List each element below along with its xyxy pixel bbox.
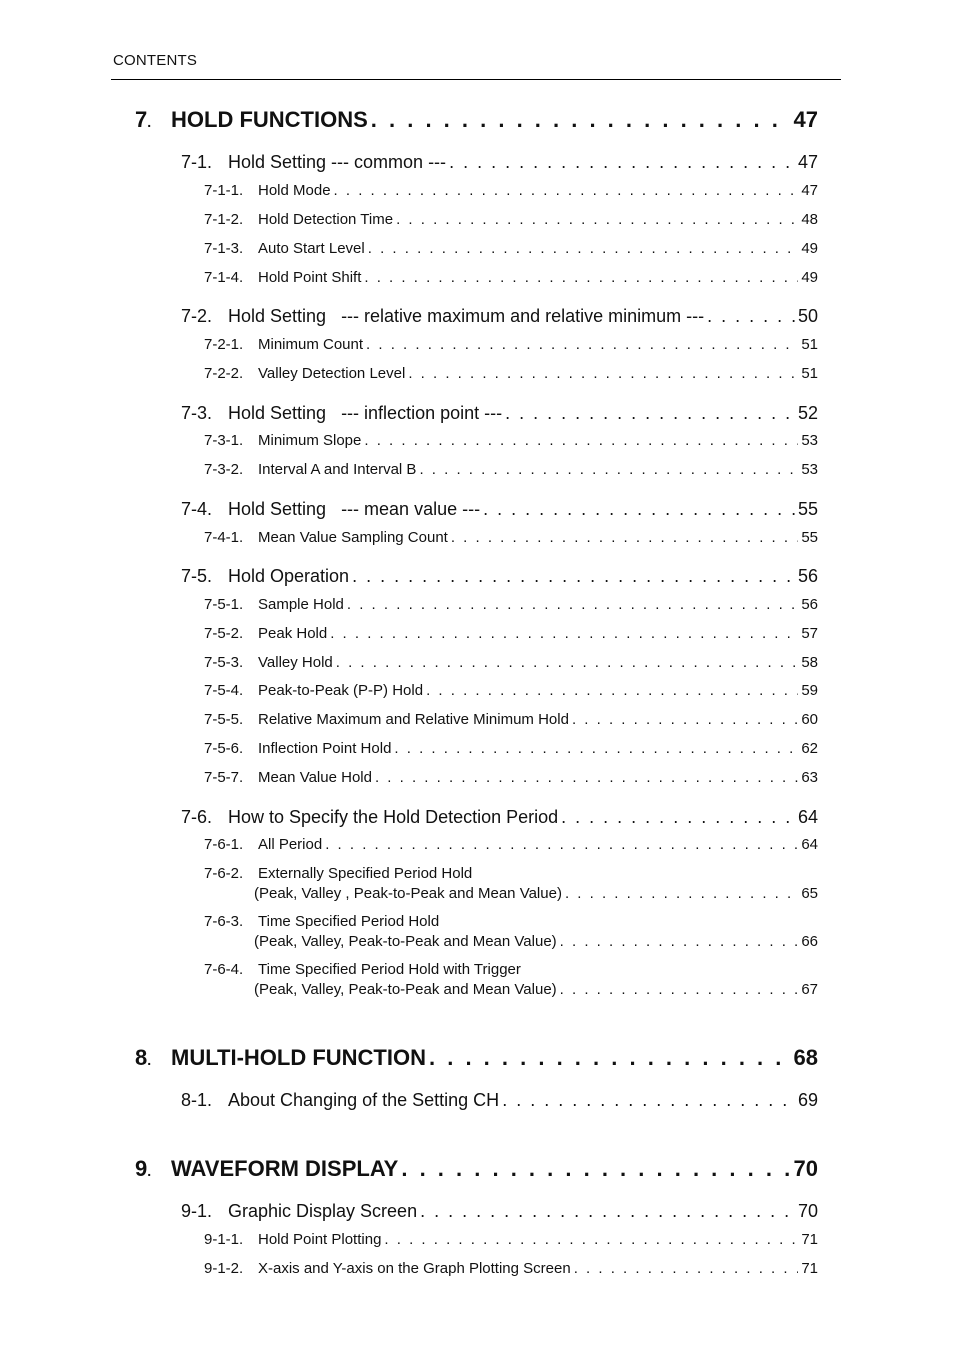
toc-subsection-title: Hold Detection Time bbox=[258, 211, 394, 228]
toc-subsection-7-1-1[interactable] bbox=[204, 182, 818, 199]
toc-section-number: 7-1. bbox=[181, 152, 213, 172]
toc-subsection-number: 7-6-1. bbox=[204, 836, 244, 853]
running-header: CONTENTS bbox=[113, 52, 198, 69]
toc-subsection-number: 7-5-3. bbox=[204, 654, 244, 671]
toc-subsection-9-1-2[interactable] bbox=[204, 1260, 818, 1277]
toc-page-number: 71 bbox=[801, 1231, 818, 1248]
toc-section-number: 7-3. bbox=[181, 403, 213, 423]
toc-page-number: 62 bbox=[801, 740, 818, 757]
toc-subsection-number: 7-4-1. bbox=[204, 529, 244, 546]
dot-leader bbox=[368, 240, 799, 257]
dot-leader bbox=[505, 403, 795, 424]
dot-leader bbox=[426, 682, 798, 699]
toc-subsection-title: X-axis and Y-axis on the Graph Plotting Screen bbox=[258, 1260, 571, 1277]
toc-section-7-3[interactable] bbox=[181, 403, 818, 424]
dot-leader bbox=[371, 107, 791, 133]
toc-page-number: 59 bbox=[801, 682, 818, 699]
toc-subsection-number: 7-6-3. bbox=[204, 913, 244, 930]
toc-subsection-7-5-6[interactable] bbox=[204, 740, 818, 757]
toc-page-number: 49 bbox=[801, 269, 818, 286]
toc-page-number: 56 bbox=[797, 566, 818, 586]
toc-subsection-title: Hold Point Plotting bbox=[258, 1231, 382, 1248]
toc-subsection-9-1-1[interactable] bbox=[204, 1231, 818, 1248]
dot-leader bbox=[352, 566, 795, 587]
toc-subsection-7-2-1[interactable] bbox=[204, 336, 818, 353]
dot-leader bbox=[364, 432, 798, 449]
dot-leader bbox=[560, 981, 799, 998]
toc-subsection-7-5-4[interactable] bbox=[204, 682, 818, 699]
toc-section-title: Graphic Display Screen bbox=[228, 1201, 418, 1221]
toc-page-number: 49 bbox=[801, 240, 818, 257]
toc-page-number: 66 bbox=[801, 933, 818, 950]
toc-section-title: Hold Setting --- common --- bbox=[228, 152, 447, 172]
toc-chapter-number: 9. bbox=[135, 1156, 152, 1181]
toc-chapter-8[interactable] bbox=[135, 1045, 818, 1071]
dot-leader bbox=[429, 1045, 791, 1071]
toc-section-7-2[interactable] bbox=[181, 306, 818, 327]
toc-subsection-title-continued: (Peak, Valley, Peak-to-Peak and Mean Value) bbox=[254, 933, 557, 950]
toc-subsection-7-4-1[interactable] bbox=[204, 529, 818, 546]
toc-subsection-title: Peak Hold bbox=[258, 625, 328, 642]
dot-leader bbox=[574, 1260, 799, 1277]
toc-chapter-title: WAVEFORM DISPLAY bbox=[171, 1156, 399, 1181]
dot-leader bbox=[394, 740, 798, 757]
dot-leader bbox=[325, 836, 798, 853]
toc-section-9-1[interactable] bbox=[181, 1201, 818, 1222]
toc-page-number: 47 bbox=[797, 152, 818, 172]
toc-section-number: 8-1. bbox=[181, 1090, 213, 1110]
toc-section-number: 9-1. bbox=[181, 1201, 213, 1221]
toc-subsection-title: Minimum Count bbox=[258, 336, 364, 353]
toc-section-number: 7-4. bbox=[181, 499, 213, 519]
toc-subsection-number: 7-1-1. bbox=[204, 182, 244, 199]
toc-subsection-title: Minimum Slope bbox=[258, 432, 362, 449]
toc-section-title: How to Specify the Hold Detection Period bbox=[228, 807, 559, 827]
toc-subsection-number: 7-5-6. bbox=[204, 740, 244, 757]
toc-subsection-7-6-1[interactable] bbox=[204, 836, 818, 853]
toc-section-number: 7-2. bbox=[181, 306, 213, 326]
toc-subsection-title: Sample Hold bbox=[258, 596, 344, 613]
toc-subsection-title: Externally Specified Period Hold bbox=[258, 865, 473, 882]
header-rule bbox=[111, 79, 841, 80]
toc-subsection-7-1-4[interactable] bbox=[204, 269, 818, 286]
toc-subsection-title: Time Specified Period Hold with Trigger bbox=[258, 961, 521, 978]
dot-leader bbox=[396, 211, 798, 228]
toc-subsection-7-2-2[interactable] bbox=[204, 365, 818, 382]
dot-leader bbox=[375, 769, 798, 786]
toc-subsection-number: 7-3-1. bbox=[204, 432, 244, 449]
toc-page-number: 51 bbox=[801, 365, 818, 382]
toc-subsection-7-1-3[interactable] bbox=[204, 240, 818, 257]
toc-subsection-number: 7-1-3. bbox=[204, 240, 244, 257]
toc-page-number: 53 bbox=[801, 461, 818, 478]
toc-subsection-7-5-7[interactable] bbox=[204, 769, 818, 786]
toc-subsection-title-continued: (Peak, Valley, Peak-to-Peak and Mean Value) bbox=[254, 981, 557, 998]
toc-subsection-number: 9-1-1. bbox=[204, 1231, 244, 1248]
toc-page-number: 63 bbox=[801, 769, 818, 786]
toc-section-7-5[interactable] bbox=[181, 566, 818, 587]
dot-leader bbox=[449, 152, 795, 173]
toc-section-7-6[interactable] bbox=[181, 807, 818, 828]
toc-subsection-7-5-5[interactable] bbox=[204, 711, 818, 728]
toc-section-8-1[interactable] bbox=[181, 1090, 818, 1111]
toc-page-number: 70 bbox=[793, 1156, 818, 1181]
toc-subsection-title: Auto Start Level bbox=[258, 240, 365, 257]
toc-subsection-7-6-3[interactable] bbox=[204, 913, 818, 950]
toc-section-title: Hold Operation bbox=[228, 566, 350, 586]
toc-subsection-number: 9-1-2. bbox=[204, 1260, 244, 1277]
toc-subsection-number: 7-5-1. bbox=[204, 596, 244, 613]
dot-leader bbox=[561, 807, 795, 828]
toc-subsection-title: All Period bbox=[258, 836, 323, 853]
dot-leader bbox=[366, 336, 798, 353]
toc-page-number: 50 bbox=[797, 306, 818, 326]
toc-subsection-title: Hold Mode bbox=[258, 182, 331, 199]
toc-page-number: 71 bbox=[801, 1260, 818, 1277]
toc-subsection-number: 7-5-5. bbox=[204, 711, 244, 728]
toc-page-number: 67 bbox=[801, 981, 818, 998]
toc-subsection-7-6-4[interactable] bbox=[204, 961, 818, 998]
toc-page-number: 57 bbox=[801, 625, 818, 642]
dot-leader bbox=[420, 1201, 795, 1222]
toc-page-number: 51 bbox=[801, 336, 818, 353]
toc-subsection-title: Valley Detection Level bbox=[258, 365, 406, 382]
toc-page-number: 47 bbox=[793, 107, 818, 132]
toc-page-number: 64 bbox=[797, 807, 818, 827]
toc-page-number: 60 bbox=[801, 711, 818, 728]
toc-subsection-number: 7-5-4. bbox=[204, 682, 244, 699]
dot-leader bbox=[565, 885, 798, 902]
toc-subsection-7-3-2[interactable] bbox=[204, 461, 818, 478]
dot-leader bbox=[502, 1090, 795, 1111]
toc-subsection-number: 7-2-1. bbox=[204, 336, 244, 353]
toc-subsection-title: Mean Value Sampling Count bbox=[258, 529, 448, 546]
dot-leader bbox=[347, 596, 798, 613]
toc-page-number: 58 bbox=[801, 654, 818, 671]
toc-section-7-4[interactable] bbox=[181, 499, 818, 520]
toc-subsection-7-5-1[interactable] bbox=[204, 596, 818, 613]
dot-leader bbox=[483, 499, 795, 520]
toc-page-number: 68 bbox=[793, 1045, 818, 1070]
dot-leader bbox=[451, 529, 798, 546]
toc-subsection-number: 7-6-2. bbox=[204, 865, 244, 882]
toc-chapter-number: 8. bbox=[135, 1045, 152, 1070]
toc-subsection-7-5-3[interactable] bbox=[204, 654, 818, 671]
dot-leader bbox=[408, 365, 798, 382]
toc-page-number: 65 bbox=[801, 885, 818, 902]
toc-subsection-title: Interval A and Interval B bbox=[258, 461, 417, 478]
dot-leader bbox=[336, 654, 799, 671]
toc-subsection-number: 7-6-4. bbox=[204, 961, 244, 978]
toc-page-number: 69 bbox=[797, 1090, 818, 1110]
toc-chapter-title: HOLD FUNCTIONS bbox=[171, 107, 368, 132]
toc-section-number: 7-5. bbox=[181, 566, 213, 586]
toc-subsection-number: 7-3-2. bbox=[204, 461, 244, 478]
toc-subsection-title: Relative Maximum and Relative Minimum Hold bbox=[258, 711, 569, 728]
dot-leader bbox=[707, 306, 795, 327]
toc-page-number: 52 bbox=[797, 403, 818, 423]
toc-subsection-number: 7-1-4. bbox=[204, 269, 244, 286]
toc-subsection-7-6-2[interactable] bbox=[204, 865, 818, 902]
dot-leader bbox=[330, 625, 798, 642]
toc-subsection-title: Peak-to-Peak (P-P) Hold bbox=[258, 682, 424, 699]
dot-leader bbox=[419, 461, 798, 478]
toc-page-number: 53 bbox=[801, 432, 818, 449]
toc-subsection-title: Mean Value Hold bbox=[258, 769, 372, 786]
toc-section-title: Hold Setting --- relative maximum and relative minimum --- bbox=[228, 306, 705, 326]
dot-leader bbox=[401, 1156, 790, 1182]
toc-page-number: 55 bbox=[797, 499, 818, 519]
dot-leader bbox=[364, 269, 798, 286]
toc-subsection-number: 7-5-2. bbox=[204, 625, 244, 642]
toc-chapter-7[interactable] bbox=[135, 107, 818, 133]
toc-subsection-title: Time Specified Period Hold bbox=[258, 913, 440, 930]
toc-page-number: 64 bbox=[801, 836, 818, 853]
dot-leader bbox=[334, 182, 799, 199]
toc-chapter-9[interactable] bbox=[135, 1156, 818, 1182]
toc-page-number: 47 bbox=[801, 182, 818, 199]
toc-section-title: About Changing of the Setting CH bbox=[228, 1090, 500, 1110]
toc-page-number: 55 bbox=[801, 529, 818, 546]
toc-subsection-title-continued: (Peak, Valley , Peak-to-Peak and Mean Value) bbox=[254, 885, 562, 902]
toc-section-title: Hold Setting --- mean value --- bbox=[228, 499, 481, 519]
toc-page-number: 70 bbox=[797, 1201, 818, 1221]
toc-subsection-7-5-2[interactable] bbox=[204, 625, 818, 642]
dot-leader bbox=[560, 933, 799, 950]
toc-subsection-number: 7-5-7. bbox=[204, 769, 244, 786]
toc-subsection-number: 7-1-2. bbox=[204, 211, 244, 228]
toc-section-7-1[interactable] bbox=[181, 152, 818, 173]
toc-subsection-number: 7-2-2. bbox=[204, 365, 244, 382]
toc-chapter-number: 7. bbox=[135, 107, 152, 132]
toc-subsection-7-3-1[interactable] bbox=[204, 432, 818, 449]
toc-subsection-title: Hold Point Shift bbox=[258, 269, 362, 286]
dot-leader bbox=[384, 1231, 798, 1248]
toc-subsection-title: Valley Hold bbox=[258, 654, 333, 671]
toc-subsection-7-1-2[interactable] bbox=[204, 211, 818, 228]
toc-section-title: Hold Setting --- inflection point --- bbox=[228, 403, 503, 423]
toc-page-number: 48 bbox=[801, 211, 818, 228]
toc-page-number: 56 bbox=[801, 596, 818, 613]
toc-section-number: 7-6. bbox=[181, 807, 213, 827]
toc-subsection-title: Inflection Point Hold bbox=[258, 740, 392, 757]
toc-chapter-title: MULTI-HOLD FUNCTION bbox=[171, 1045, 426, 1070]
dot-leader bbox=[572, 711, 798, 728]
